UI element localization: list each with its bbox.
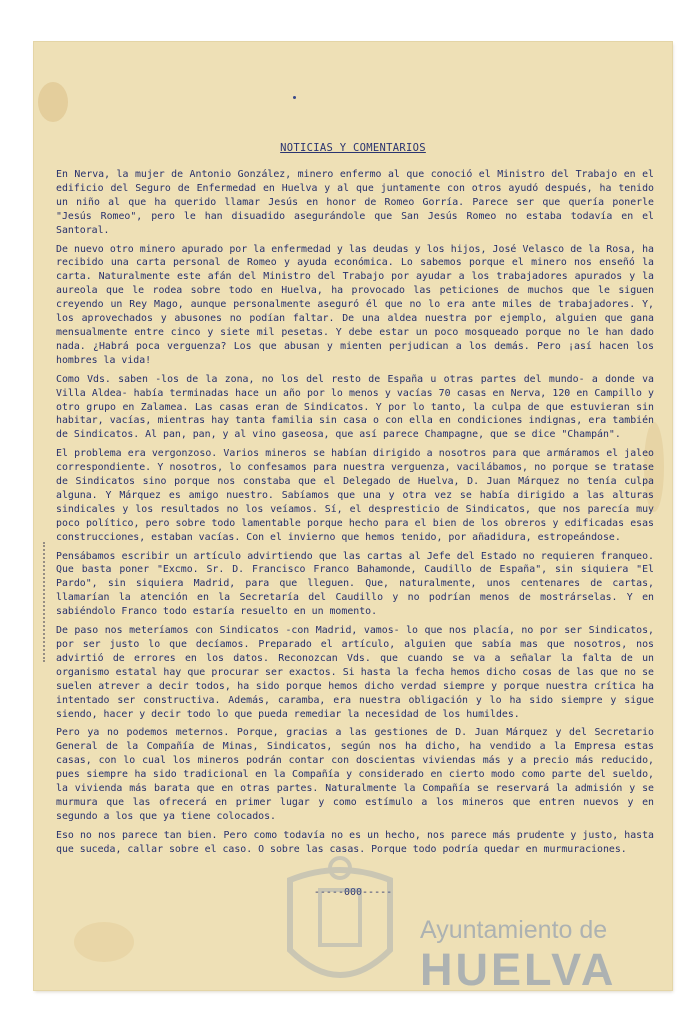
separator: -----000----- bbox=[313, 887, 393, 898]
watermark-text: Ayuntamiento de bbox=[420, 916, 608, 944]
paragraph: El problema era vergonzoso. Varios mineros se habían dirigido a nosotros para que armáramos el jaleo correspondiente. Y nosotros, lo confesamos para nuestra verguenza, vacilábamos, no porque se tratase de Sindicatos sino porque nos constaba que el Delegado de Huelva, D. Juan Márquez no tenía culpa alguna. Y Márquez es amigo nuestro. Sabíamos que una y otra vez se había dirigido a las alturas sindicales y los resultados no los veíamos. Sí, el despresticio de Sindicatos, que nos parecía muy poco político, pero sobre todo lamentable porque hecho para el bien de los obreros y edificadas esas construcciones, estaban vacías. Con el invierno que hemos tenido, por añadidura, estropeándose. bbox=[56, 448, 654, 543]
paragraph: De paso nos meteríamos con Sindicatos -con Madrid, vamos- lo que nos placía, no por ser Sindicatos, por ser justo lo que decíamos. Preparado el artículo, alguien que sabía mas que nosotros, nos advirtió de errores en los datos. Reconozcan Vds. que cuando se va a señalar la falta de un organismo estatal hay que procurar ser exactos. Si hasta la fecha hemos dicho cosas de las que no se suelen atrever a decir todos, ha sido porque hemos dicho verdad siempre y porque nuestra crítica ha intentado ser constructiva. Además, caramba, era nuestra obligación y lo ha sido siempre y sigue siendo, hacer y decir todo lo que pueda remediar la necesidad de los humildes. bbox=[56, 625, 654, 720]
paragraph: Como Vds. saben -los de la zona, no los del resto de España u otras partes del mundo- a donde va Villa Aldea- había terminadas hace un año por lo menos y vacías 70 casas en Nerva, 120 en Campillo y otro grupo en Zalamea. Las casas eran de Sindicatos. Y por lo tanto, la culpa de que estuvieran sin habitar, vacías, mientras hay tanta familia sin casa o con ella en condiciones indignas, era también de Sindicatos. Al pan, pan, y al vino gaseosa, que así parece Champagne, que se dice "Champán". bbox=[56, 373, 654, 441]
document-page bbox=[34, 42, 672, 990]
paragraph: Eso no nos parece tan bien. Pero como todavía no es un hecho, nos parece más prudente y justo, hasta que suceda, callar sobre el caso. O sobre las casas. Porque todo podría quedar en murmuraciones. bbox=[56, 829, 654, 855]
document-title: NOTICIAS Y COMENTARIOS bbox=[280, 142, 426, 154]
paper-stain bbox=[74, 922, 134, 962]
paragraph: Pensábamos escribir un artículo advirtiendo que las cartas al Jefe del Estado no requieren franqueo. Que basta poner "Excmo. Sr. D. Francisco Franco Bahamonde, Caudillo de España", sin siquiera "El Pardo", sin siquiera Madrid, para que lleguen. Que, naturalmente, unos centenares de cartas, llamarían la atención en la Secretaría del Caudillo y no podrían menos de mostrárselas. Y en sabiéndolo Franco todo estaría resuelto en un momento. bbox=[56, 550, 654, 618]
document-body bbox=[56, 168, 654, 857]
paper-stain bbox=[38, 82, 68, 122]
watermark-text: HUELVA bbox=[420, 944, 617, 995]
paragraph: Pero ya no podemos meternos. Porque, gracias a las gestiones de D. Juan Márquez y del Secretario General de la Compañía de Minas, Sindicatos, según nos ha dicho, ha vendido a la Empresa estas casas, con lo cual los mineros podrán contar con doscientas viviendas más y a precio más reducido, pues siempre ha sido tradicional en la Compañía y considerado en cierto modo como parte del sueldo, la vivienda más barata que en otras partes. Naturalmente la Compañía se reservará la admisión y se murmura que las ofrecerá en primer lugar y como estímulo a los mineros que entren nuevos y en segundo a los que ya tiene colocados. bbox=[56, 727, 654, 822]
paragraph: De nuevo otro minero apurado por la enfermedad y las deudas y los hijos, José Velasco de la Rosa, ha recibido una carta personal de Romeo y ayuda económica. Lo sabemos porque el minero nos enseñó la carta. Naturalmente este afán del Ministro del Trabajo por ayudar a los trabajadores apurados y la aureola que le rodea sobre todo en Huelva, ha provocado las peticiones de muchos que le siguen creyendo un Rey Mago, aunque personalmente aseguró él que no lo era ante miles de trabajadores. Y, los aprovechados y abusones no podían faltar. De una aldea nuestra por ejemplo, alguien que gana mensualmente entre cinco y siete mil pesetas. Y debe estar un poco mosqueado porque no le han dado nada. ¿Habrá poca verguenza? Los que abusan y mienten perjudican a los demás. Pero ¡así hacen los hombres la vida! bbox=[56, 243, 654, 366]
paragraph: En Nerva, la mujer de Antonio González, minero enfermo al que conoció el Ministro del Trabajo en el edificio del Seguro de Enfermedad en Huelva y al que juntamente con otros ayudó después, ha tenido un niño al que ha querido llamar Jesús en honor de Romeo Gorría. Parece ser que quería ponerle "Jesús Romeo", pero le han disuadido asegurándole que San Jesús Romeo no estaba todavía en el Santoral. bbox=[56, 169, 654, 236]
ink-dot bbox=[293, 96, 296, 99]
margin-marks bbox=[43, 542, 53, 662]
